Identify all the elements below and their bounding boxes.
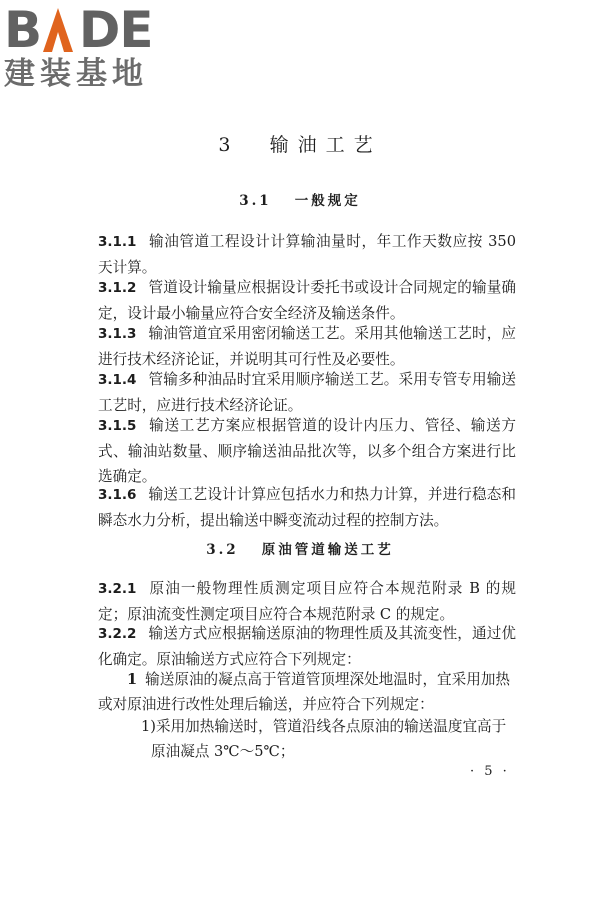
logo-a-icon: [41, 2, 79, 58]
clause-text: 输送方式应根据输送原油的物理性质及其流变性，通过优化确定。原油输送方式应符合下列规定：: [98, 625, 516, 668]
logo-subtitle: 建装基地: [4, 56, 148, 92]
section-number: 3.2: [206, 542, 239, 558]
sub-list-item: [141, 714, 519, 764]
clause-text: 管道设计输量应根据设计委托书或设计合同规定的输量确定，设计最小输量应符合安全经济及输送条件。: [98, 279, 516, 322]
subitem-text-line2: 原油凝点 3℃～5℃；: [151, 743, 295, 760]
list-item: [98, 667, 518, 717]
clause-number: 3.2.2: [98, 626, 137, 642]
clause-text: 输送工艺方案应根据管道的设计内压力、管径、输送方式、输油站数量、顺序输送油品批次等，以多个组合方案进行比选确定。: [98, 417, 516, 485]
bade-logo: [4, 2, 179, 94]
clause-number: 3.1.2: [98, 280, 137, 296]
clause-text: 管输多种油品时宜采用顺序输送工艺。采用专管专用输送工艺时，应进行技术经济论证。: [98, 371, 516, 414]
clause: [98, 367, 516, 418]
clause-number: 3.1.3: [98, 326, 137, 342]
clause: [98, 321, 516, 372]
clause-text: 输油管道工程设计计算输油量时，年工作天数应按 350 天计算。: [98, 233, 516, 276]
chapter-number: 3: [218, 134, 240, 156]
section-heading: [0, 540, 600, 560]
clause-number: 3.2.1: [98, 581, 137, 597]
clause-number: 3.1.6: [98, 487, 137, 503]
clause-number: 3.1.1: [98, 234, 137, 250]
section-heading: [0, 191, 600, 211]
item-number: 1: [127, 671, 138, 688]
clause: [98, 275, 516, 326]
subitem-number: 1): [141, 718, 156, 735]
page-number: · 5 ·: [470, 764, 510, 779]
clause: [98, 621, 516, 672]
subitem-text-line1: 采用加热输送时，管道沿线各点原油的输送温度宜高于: [155, 718, 507, 735]
chapter-heading: [0, 132, 600, 158]
clause: [98, 413, 516, 489]
section-title: 原油管道输送工艺: [261, 542, 394, 558]
logo-letters-left: B: [4, 1, 42, 59]
chapter-title: 输油工艺: [269, 134, 382, 156]
clause: [98, 482, 516, 533]
clause: [98, 229, 516, 280]
item-text: 输送原油的凝点高于管道管顶埋深处地温时，宜采用加热或对原油进行改性处理后输送，并应符合下列规定：: [98, 671, 511, 713]
logo-letters-right: DE: [78, 1, 153, 59]
clause-text: 原油一般物理性质测定项目应符合本规范附录 B 的规定；原油流变性测定项目应符合本规范附录 C 的规定。: [98, 580, 516, 623]
logo-wordmark: [4, 2, 153, 58]
clause: [98, 576, 516, 627]
section-number: 3.1: [239, 193, 272, 209]
clause-text: 输油管道宜采用密闭输送工艺。采用其他输送工艺时，应进行技术经济论证，并说明其可行性及必要性。: [98, 325, 516, 368]
section-title: 一般规定: [294, 193, 361, 209]
clause-number: 3.1.4: [98, 372, 137, 388]
clause-number: 3.1.5: [98, 418, 137, 434]
clause-text: 输送工艺设计计算应包括水力和热力计算，并进行稳态和瞬态水力分析，提出输送中瞬变流动过程的控制方法。: [98, 486, 516, 529]
